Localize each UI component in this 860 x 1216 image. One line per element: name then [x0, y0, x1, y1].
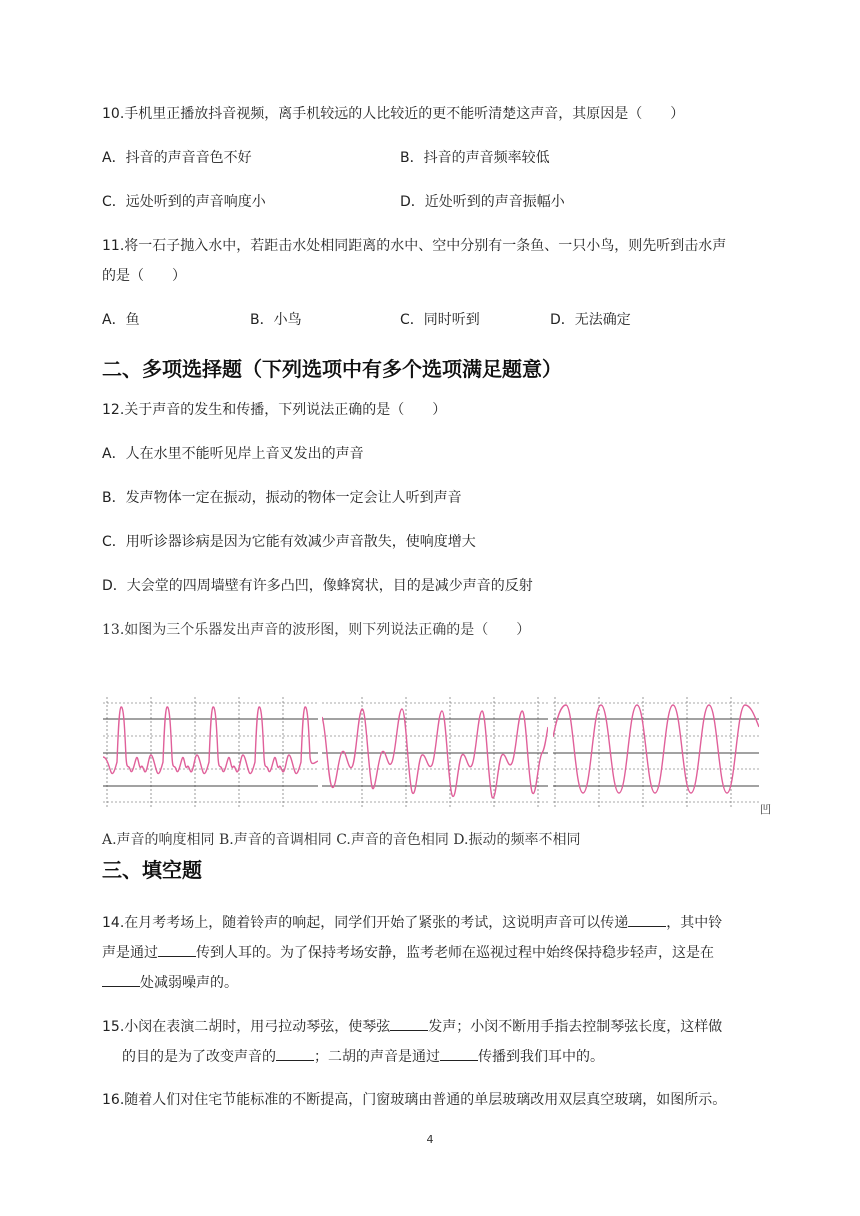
q10-option-d: D．近处听到的声音振幅小: [400, 194, 565, 210]
q13-options: A.声音的响度相同 B.声音的音调相同 C.声音的音色相同 D.振动的频率不相同: [102, 832, 581, 848]
q15-text-1: 15.小闵在表演二胡时，用弓拉动琴弦，使琴弦: [102, 1019, 391, 1035]
figure-mark: 凹: [760, 803, 771, 816]
q14-text-1: 14.在月考考场上，随着铃声的响起，同学们开始了紧张的考试，这说明声音可以传递: [102, 915, 629, 931]
q12-stem: 12.关于声音的发生和传播，下列说法正确的是（ ）: [102, 402, 447, 418]
q15-text-5: 传播到我们耳中的。: [478, 1049, 604, 1065]
q11-option-b: B．小鸟: [250, 312, 302, 328]
q15-line1: [102, 1016, 722, 1037]
q14-text-3: 声是通过: [102, 945, 158, 961]
q14-blank-2[interactable]: [158, 942, 196, 957]
q10-option-c: C．远处听到的声音响度小: [102, 194, 266, 210]
q16-stem: 16.随着人们对住宅节能标准的不断提高，门窗玻璃由普通的单层玻璃改用双层真空玻璃，如图所示。: [102, 1092, 727, 1108]
q15-text-3: 的目的是为了改变声音的: [122, 1049, 276, 1065]
q11-option-a: A．鱼: [102, 312, 140, 328]
q11-option-c: C．同时听到: [400, 312, 480, 328]
q15-blank-1[interactable]: [390, 1016, 428, 1031]
q14-line1: [102, 912, 722, 933]
q14-blank-1[interactable]: [628, 912, 666, 927]
q15-blank-2[interactable]: [276, 1046, 314, 1061]
q15-line2: [122, 1046, 604, 1067]
q10-option-a: A．抖音的声音音色不好: [102, 150, 252, 166]
q11-option-d: D．无法确定: [550, 312, 631, 328]
q12-option-c: C．用听诊器诊病是因为它能有效减少声音散失，使响度增大: [102, 534, 476, 550]
page-number: 4: [426, 1133, 434, 1146]
q12-option-b: B．发声物体一定在振动，振动的物体一定会让人听到声音: [102, 490, 462, 506]
q15-blank-3[interactable]: [440, 1046, 478, 1061]
q12-option-a: A．人在水里不能听见岸上音叉发出的声音: [102, 446, 364, 462]
q15-text-4: ；二胡的声音是通过: [314, 1049, 440, 1065]
q14-blank-3[interactable]: [102, 972, 140, 987]
section2-title: 二、多项选择题（下列选项中有多个选项满足题意）: [102, 357, 562, 381]
q10-option-b: B．抖音的声音频率较低: [400, 150, 550, 166]
q14-line2: [102, 942, 714, 963]
q13-stem: 13.如图为三个乐器发出声音的波形图，则下列说法正确的是（ ）: [102, 622, 531, 638]
q14-text-4: 传到人耳的。为了保持考场安静，监考老师在巡视过程中始终保持稳步轻声，这是在: [196, 945, 714, 961]
q14-line3: [102, 972, 238, 993]
q11-stem-line1: 11.将一石子抛入水中，若距击水处相同距离的水中、空中分别有一条鱼、一只小鸟，则先听到击水声: [102, 238, 727, 254]
q14-text-2: ，其中铃: [666, 915, 723, 931]
waveform-figure-1: [103, 697, 318, 809]
q11-stem-line2: 的是（ ）: [102, 268, 186, 284]
q10-stem: 10.手机里正播放抖音视频，离手机较远的人比较近的更不能听清楚这声音，其原因是（ ）: [102, 106, 685, 122]
q14-text-5: 处减弱噪声的。: [140, 975, 238, 991]
waveform-figure-3: [553, 697, 759, 809]
section3-title: 三、填空题: [102, 858, 202, 882]
q15-text-2: 发声；小闵不断用手指去控制琴弦长度，这样做: [428, 1019, 723, 1035]
waveform-figure-2: [322, 697, 548, 809]
q12-option-d: D．大会堂的四周墙壁有许多凸凹，像蜂窝状，目的是减少声音的反射: [102, 578, 533, 594]
